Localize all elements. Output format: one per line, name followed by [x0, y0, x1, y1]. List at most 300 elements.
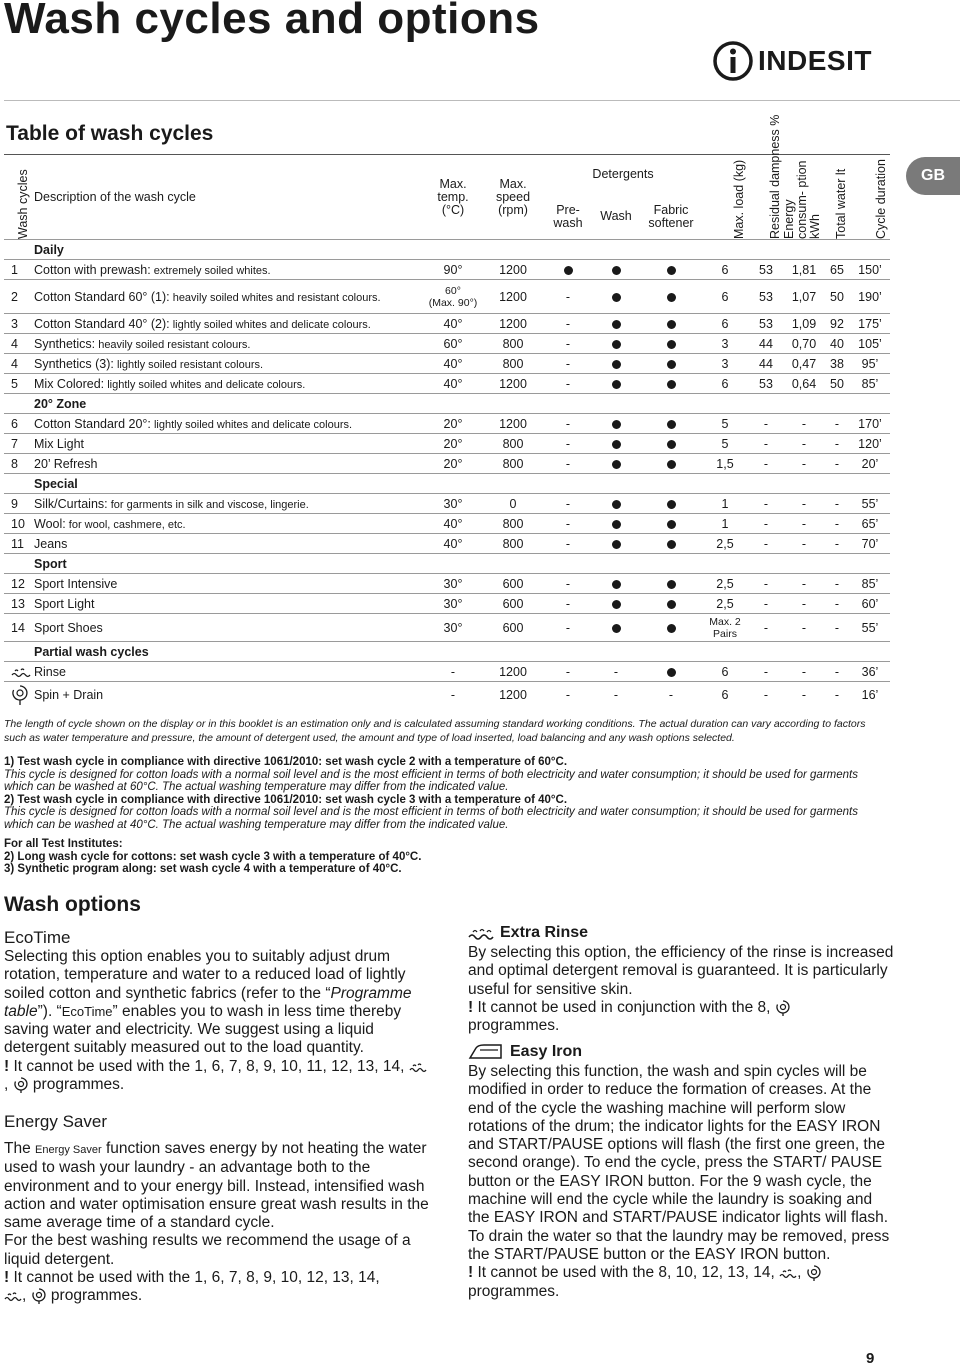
energy-consumption: 1,81	[784, 260, 824, 280]
detergent-dot-icon	[667, 540, 676, 549]
energy-consumption: 1,07	[784, 280, 824, 314]
prewash-cell: -	[544, 534, 592, 554]
cycle-description	[32, 414, 424, 434]
table-row	[4, 260, 890, 280]
cycle-number: 8	[4, 454, 32, 474]
total-water: 92	[824, 314, 850, 334]
energy-consumption: -	[784, 494, 824, 514]
max-speed: 1200	[482, 414, 544, 434]
table-row	[4, 682, 890, 708]
energy-inline-logo: Energy Saver	[35, 1144, 102, 1156]
max-speed: 800	[482, 454, 544, 474]
cycle-duration: 150’	[850, 260, 890, 280]
cycle-number: 10	[4, 514, 32, 534]
max-load-cell	[702, 662, 748, 682]
prewash-cell: -	[544, 334, 592, 354]
cycle-duration: 120’	[850, 434, 890, 454]
max-load: 2,5	[716, 596, 734, 611]
wash-options-title: Wash options	[4, 893, 141, 916]
max-load-cell	[702, 682, 748, 708]
max-temp-cell	[424, 662, 482, 682]
cycle-number: 5	[4, 374, 32, 394]
cycle-description	[32, 662, 424, 682]
prewash-cell: -	[544, 374, 592, 394]
max-temp: 90°	[443, 262, 463, 277]
residual-dampness: -	[748, 514, 784, 534]
cycle-name: Mix Light	[34, 436, 85, 451]
residual-dampness: 44	[748, 334, 784, 354]
max-load: 5	[721, 436, 729, 451]
detergent-dot-icon	[612, 520, 621, 529]
energy-consumption: -	[784, 534, 824, 554]
max-temp-cell	[424, 354, 482, 374]
table-row	[4, 534, 890, 554]
cycle-description	[32, 682, 424, 708]
cycle-description	[32, 454, 424, 474]
cycle-detail: heavily soiled whites and resistant colours.	[169, 291, 381, 304]
softener-cell	[640, 514, 702, 534]
cycle-duration: 36’	[850, 662, 890, 682]
max-load-cell	[702, 280, 748, 314]
group-row-partial	[4, 642, 890, 662]
wash-cell	[592, 434, 640, 454]
total-water: -	[824, 662, 850, 682]
max-temp: 20°	[443, 436, 463, 451]
max-temp: 60°	[443, 336, 463, 351]
spin-icon	[4, 682, 32, 708]
energy-consumption: -	[784, 414, 824, 434]
ecotime-text-2: ”). “	[37, 1002, 62, 1020]
softener-cell	[640, 662, 702, 682]
max-temp: 40°	[443, 316, 463, 331]
energy-consumption: -	[784, 454, 824, 474]
cycle-duration: 16’	[850, 682, 890, 708]
max-temp-cell	[424, 494, 482, 514]
cycle-name: Sport Intensive	[34, 576, 118, 591]
group-row-zone20	[4, 394, 890, 414]
header-cycle-duration: Cycle duration	[850, 155, 890, 240]
cycle-duration: 65’	[850, 514, 890, 534]
cycle-detail: for garments in silk and viscose, lingerie.	[107, 498, 309, 511]
max-load-cell	[702, 454, 748, 474]
extra-rinse-description	[468, 944, 898, 1036]
extra-rinse-warning: It cannot be used in conjunction with the 8,	[473, 998, 771, 1016]
energy-consumption: 0,70	[784, 334, 824, 354]
cycle-number: 7	[4, 434, 32, 454]
wash-cell	[592, 534, 640, 554]
cycle-description	[32, 434, 424, 454]
warning-mark: !	[468, 998, 474, 1016]
detergent-dot-icon	[564, 266, 573, 275]
table-row	[4, 662, 890, 682]
max-temp: 40°	[443, 376, 463, 391]
ecotime-text-italic: Programme table	[4, 984, 412, 1020]
softener-cell	[640, 354, 702, 374]
wash-cell	[592, 314, 640, 334]
spin-icon	[31, 1287, 47, 1304]
residual-dampness: 44	[748, 354, 784, 374]
ecotime-text-1: Selecting this option enables you to suitably adjust drum rotation, temperature and water to a reduced load of lightly soiled cotton and synthetic fabrics (refer to the “	[4, 948, 406, 1002]
prewash-cell: -	[544, 414, 592, 434]
detergent-dot-icon	[612, 340, 621, 349]
prewash-cell: -	[544, 454, 592, 474]
table-row	[4, 614, 890, 642]
prewash-cell: -	[544, 354, 592, 374]
extra-rinse-title: Extra Rinse	[500, 924, 589, 941]
max-load: 3	[721, 336, 729, 351]
residual-dampness: -	[748, 454, 784, 474]
table-row	[4, 574, 890, 594]
cycle-duration: 175’	[850, 314, 890, 334]
softener-cell	[640, 434, 702, 454]
max-temp: 30°	[443, 620, 463, 635]
detergent-dot-icon	[667, 420, 676, 429]
max-temp-cell	[424, 454, 482, 474]
institutes-note-3: 3) Synthetic program along: set wash cycle 4 with a temperature of 40°C.	[4, 863, 402, 875]
cycle-name: Silk/Curtains:	[34, 496, 108, 511]
max-temp: -	[450, 687, 456, 702]
energy-warning-end: programmes.	[46, 1287, 143, 1305]
max-speed: 800	[482, 354, 544, 374]
total-water: 65	[824, 260, 850, 280]
wash-cell	[592, 614, 640, 642]
max-load-cell	[702, 334, 748, 354]
total-water: 50	[824, 374, 850, 394]
detergent-dot-icon	[667, 668, 676, 677]
residual-dampness: 53	[748, 280, 784, 314]
header-energy: Energy consum- ption kWh	[784, 155, 824, 240]
max-temp: 60°	[445, 284, 461, 297]
cycle-description	[32, 260, 424, 280]
total-water: -	[824, 594, 850, 614]
detergent-dot-icon	[667, 293, 676, 302]
softener-cell: -	[640, 682, 702, 708]
cycle-duration: 85’	[850, 374, 890, 394]
rinse-icon	[4, 662, 32, 682]
max-load: 6	[721, 664, 729, 679]
cycle-description	[32, 374, 424, 394]
cycle-duration: 70’	[850, 534, 890, 554]
total-water: -	[824, 414, 850, 434]
table-row	[4, 334, 890, 354]
detergent-dot-icon	[612, 580, 621, 589]
energy-consumption: 0,47	[784, 354, 824, 374]
table-row	[4, 454, 890, 474]
max-temp: 30°	[443, 496, 463, 511]
total-water: 38	[824, 354, 850, 374]
prewash-cell: -	[544, 494, 592, 514]
max-speed: 600	[482, 574, 544, 594]
max-load-cell	[702, 514, 748, 534]
energy-consumption: 0,64	[784, 374, 824, 394]
cycle-duration: 20’	[850, 454, 890, 474]
cycle-name: Cotton with prewash:	[34, 262, 151, 277]
easy-iron-description: By selecting this function, the wash and spin cycles will be modified in order to reduce the formation of creases. At the end of the cycle the washing machine will perform slow rotations of the drum; the indicator lights for the EASY IRON and START/PAUSE options will flash (the first one green, the second orange). To end the cycle, press the START/ PAUSE button or the EASY IRON button. For the 9 wash cycle, the machine will end the cycle while the laundry is soaking and the EASY IRON and START/PAUSE indicator lights will flash. To drain the water so that the laundry may be removed, press the START/PAUSE button or the EASY IRON button. ! It cannot be used with the 8, 10, 12, 13, 14, , programmes.	[468, 1063, 890, 1300]
detergent-dot-icon	[667, 500, 676, 509]
prewash-cell: -	[544, 614, 592, 642]
total-water: -	[824, 494, 850, 514]
max-load-cell	[702, 574, 748, 594]
max-temp-cell	[424, 434, 482, 454]
energy-consumption: -	[784, 434, 824, 454]
total-water: -	[824, 614, 850, 642]
institutes-note-2: 2) Long wash cycle for cottons: set wash cycle 3 with a temperature of 40°C.	[4, 850, 422, 863]
max-load: 2,5	[716, 576, 734, 591]
rinse-icon	[779, 1264, 797, 1281]
detergent-dot-icon	[667, 520, 676, 529]
detergent-dot-icon	[667, 266, 676, 275]
cycle-number: 4	[4, 334, 32, 354]
detergent-dot-icon	[667, 340, 676, 349]
detergent-dot-icon	[612, 380, 621, 389]
detergent-dot-icon	[612, 320, 621, 329]
indesit-logo-icon	[712, 40, 754, 82]
cycle-name: Spin + Drain	[34, 687, 104, 702]
cycle-detail: extremely soiled whites.	[150, 264, 271, 277]
wash-cell	[592, 280, 640, 314]
softener-cell	[640, 414, 702, 434]
duration-disclaimer: The length of cycle shown on the display or in this booklet is an estimation only and is calculated assuming standard working conditions. The actual duration can vary according to factors such as water temperature and pressure, the amount of detergent used, the amount and type of load inserted, load balancing and any wash options selected.	[4, 718, 866, 744]
residual-dampness: -	[748, 662, 784, 682]
max-load: 2,5	[716, 536, 734, 551]
max-temp: 40°	[443, 536, 463, 551]
cycle-number: 3	[4, 314, 32, 334]
max-temp-cell	[424, 374, 482, 394]
footnote-2-title: 2) Test wash cycle in compliance with directive 1061/2010: set wash cycle 3 with a temperature of 40°C.	[4, 793, 568, 806]
max-speed: 800	[482, 514, 544, 534]
residual-dampness: -	[748, 494, 784, 514]
cycle-name: Cotton Standard 60° (1):	[34, 289, 170, 304]
softener-cell	[640, 314, 702, 334]
table-row	[4, 354, 890, 374]
spin-icon	[13, 1076, 29, 1093]
energy-consumption: -	[784, 514, 824, 534]
max-load: Max. 2	[709, 615, 741, 628]
group-label: Special	[32, 474, 890, 494]
cycle-name: Cotton Standard 40° (2):	[34, 316, 170, 331]
footnotes	[4, 756, 884, 831]
header-max-load: Max. load (kg)	[702, 155, 748, 240]
detergent-dot-icon	[612, 540, 621, 549]
cycle-name: Sport Shoes	[34, 620, 103, 635]
spin-icon	[775, 999, 791, 1016]
ecotime-logo: EcoTime	[4, 928, 71, 947]
max-temp-cell	[424, 682, 482, 708]
max-temp: -	[450, 664, 456, 679]
cycle-description	[32, 614, 424, 642]
softener-cell	[640, 594, 702, 614]
max-load: 1,5	[716, 456, 734, 471]
test-institutes-notes	[4, 838, 604, 876]
max-temp-cell	[424, 594, 482, 614]
prewash-cell: -	[544, 594, 592, 614]
max-load: 3	[721, 356, 729, 371]
max-load: 6	[721, 376, 729, 391]
max-temp-note: (Max. 90°)	[428, 296, 478, 309]
detergent-dot-icon	[612, 420, 621, 429]
cycle-detail: lightly soiled whites and delicate colours.	[169, 318, 371, 331]
max-temp-cell	[424, 334, 482, 354]
energy-consumption: -	[784, 614, 824, 642]
detergent-dot-icon	[667, 360, 676, 369]
easy-iron-text: By selecting this function, the wash and spin cycles will be modified in order to reduce the formation of creases. At the end of the cycle the washing machine will perform slow rotations of the drum; the indicator lights for the EASY IRON and START/PAUSE options will flash (the first one green, the second orange). To end the cycle, press the START/ PAUSE button or the EASY IRON button. For the 9 wash cycle, the machine will end the cycle while the laundry is soaking and the EASY IRON and START/PAUSE indicator lights will flash. To drain the water so that the laundry may be removed, press the START/PAUSE button or the EASY IRON button.	[468, 1063, 890, 1263]
group-row-daily	[4, 240, 890, 260]
energy-text-1: The	[4, 1140, 36, 1157]
energy-consumption: -	[784, 682, 824, 708]
cycle-number: 6	[4, 414, 32, 434]
institutes-title: For all Test Institutes:	[4, 838, 123, 850]
header-wash: Wash	[600, 209, 632, 224]
detergent-dot-icon	[612, 266, 621, 275]
footnote-2-text: This cycle is designed for cotton loads with a normal soil level and is the most efficient in terms of both electricity and water consumption; it should be used for garments which can be washed at 40°C. The actual washing temperature may differ from the indicated value.	[4, 806, 858, 831]
prewash-cell: -	[544, 314, 592, 334]
spin-icon	[806, 1264, 822, 1281]
max-speed: 600	[482, 614, 544, 642]
wash-cell	[592, 594, 640, 614]
cycle-description	[32, 334, 424, 354]
prewash-cell	[544, 260, 592, 280]
extra-rinse-icon	[468, 924, 494, 942]
max-load-cell	[702, 354, 748, 374]
group-label: Daily	[32, 240, 890, 260]
cycle-name: Jeans	[34, 536, 68, 551]
max-speed: 1200	[482, 314, 544, 334]
prewash-cell: -	[544, 514, 592, 534]
cycle-duration: 55’	[850, 494, 890, 514]
extra-rinse-warning-end: programmes.	[468, 1017, 560, 1035]
group-row-special	[4, 474, 890, 494]
group-spacer	[4, 240, 32, 260]
max-temp: 30°	[443, 596, 463, 611]
max-load-cell	[702, 260, 748, 280]
max-temp-cell	[424, 514, 482, 534]
detergent-dot-icon	[612, 460, 621, 469]
wash-cell	[592, 260, 640, 280]
easy-iron-warning-end: programmes.	[468, 1282, 560, 1300]
max-temp-cell	[424, 614, 482, 642]
max-load-unit: Pairs	[713, 627, 737, 640]
energy-text-2: function saves energy by not heating the water used to wash your laundry - an advantage both to the environment and to your energy bill. Instead, intensified wash action and water optimisation ensure great wash results in the same average time of a standard cycle.	[4, 1140, 429, 1232]
residual-dampness: -	[748, 594, 784, 614]
max-load: 6	[721, 687, 729, 702]
cycle-duration: 105’	[850, 334, 890, 354]
group-label: 20° Zone	[32, 394, 890, 414]
residual-dampness: -	[748, 682, 784, 708]
softener-cell	[640, 454, 702, 474]
cycle-duration: 190’	[850, 280, 890, 314]
cycle-detail: lightly soiled whites and delicate colours.	[150, 418, 353, 431]
cycle-duration: 95’	[850, 354, 890, 374]
total-water: -	[824, 574, 850, 594]
cycle-duration: 60’	[850, 594, 890, 614]
energy-consumption: -	[784, 594, 824, 614]
max-load-cell	[702, 434, 748, 454]
cycle-duration: 170’	[850, 414, 890, 434]
rinse-icon	[409, 1058, 427, 1075]
max-load: 6	[721, 316, 729, 331]
group-spacer	[4, 554, 32, 574]
max-speed: 600	[482, 594, 544, 614]
cycle-number: 13	[4, 594, 32, 614]
max-load-cell	[702, 534, 748, 554]
max-speed: 0	[482, 494, 544, 514]
detergent-dot-icon	[612, 624, 621, 633]
cycle-number: 11	[4, 534, 32, 554]
total-water: -	[824, 534, 850, 554]
softener-cell	[640, 260, 702, 280]
extra-rinse-text: By selecting this option, the efficiency of the rinse is increased and optimal detergent removal is guaranteed. It is particularly useful for sensitive skin.	[468, 944, 894, 998]
total-water: -	[824, 682, 850, 708]
cycle-name: Synthetics:	[34, 336, 96, 351]
residual-dampness: -	[748, 434, 784, 454]
table-title: Table of wash cycles	[6, 122, 214, 145]
max-load: 6	[721, 289, 729, 304]
detergent-dot-icon	[612, 360, 621, 369]
detergent-dot-icon	[612, 293, 621, 302]
warning-mark: !	[4, 1057, 10, 1075]
softener-cell	[640, 614, 702, 642]
cycle-name: Wool:	[34, 516, 66, 531]
header-max-speed: Max. speed (rpm)	[482, 155, 544, 240]
header-total-water: Total water lt	[824, 155, 850, 240]
softener-cell	[640, 574, 702, 594]
max-load-cell	[702, 594, 748, 614]
wash-cell: -	[592, 682, 640, 708]
max-speed: 800	[482, 534, 544, 554]
cycle-description	[32, 494, 424, 514]
extra-rinse-heading	[468, 924, 588, 942]
energy-text-3: For the best washing results we recommend the usage of a liquid detergent.	[4, 1232, 411, 1268]
brand-logo	[712, 38, 872, 84]
total-water: 50	[824, 280, 850, 314]
group-spacer	[4, 474, 32, 494]
max-temp-cell	[424, 314, 482, 334]
max-speed: 1200	[482, 682, 544, 708]
detergent-dot-icon	[612, 440, 621, 449]
cycle-detail: lightly soiled whites and delicate colours.	[104, 378, 306, 391]
max-temp-cell	[424, 260, 482, 280]
wash-cell	[592, 574, 640, 594]
max-load-cell	[702, 374, 748, 394]
max-temp-cell	[424, 280, 482, 314]
wash-cell	[592, 334, 640, 354]
detergent-dot-icon	[612, 500, 621, 509]
max-speed: 1200	[482, 662, 544, 682]
cycle-description	[32, 314, 424, 334]
max-temp-cell	[424, 574, 482, 594]
detergent-dot-icon	[667, 600, 676, 609]
wash-cell: -	[592, 662, 640, 682]
max-load: 1	[721, 516, 729, 531]
ecotime-warning: It cannot be used with the 1, 6, 7, 8, 9, 10, 11, 12, 13, 14,	[9, 1057, 405, 1075]
energy-saver-logo: Energy Saver	[4, 1112, 107, 1131]
group-spacer	[4, 394, 32, 414]
header-detergents: Detergents	[544, 155, 702, 195]
cycle-number: 12	[4, 574, 32, 594]
detergent-dot-icon	[667, 460, 676, 469]
wash-cell	[592, 374, 640, 394]
softener-cell	[640, 280, 702, 314]
total-water: 40	[824, 334, 850, 354]
cycle-description	[32, 534, 424, 554]
max-speed: 1200	[482, 374, 544, 394]
header-wash-cycles: Wash cycles	[4, 155, 32, 240]
cycle-description	[32, 574, 424, 594]
residual-dampness: 53	[748, 314, 784, 334]
table-header-row	[4, 155, 890, 195]
cycle-description	[32, 354, 424, 374]
header-description: Description of the wash cycle	[32, 155, 424, 240]
